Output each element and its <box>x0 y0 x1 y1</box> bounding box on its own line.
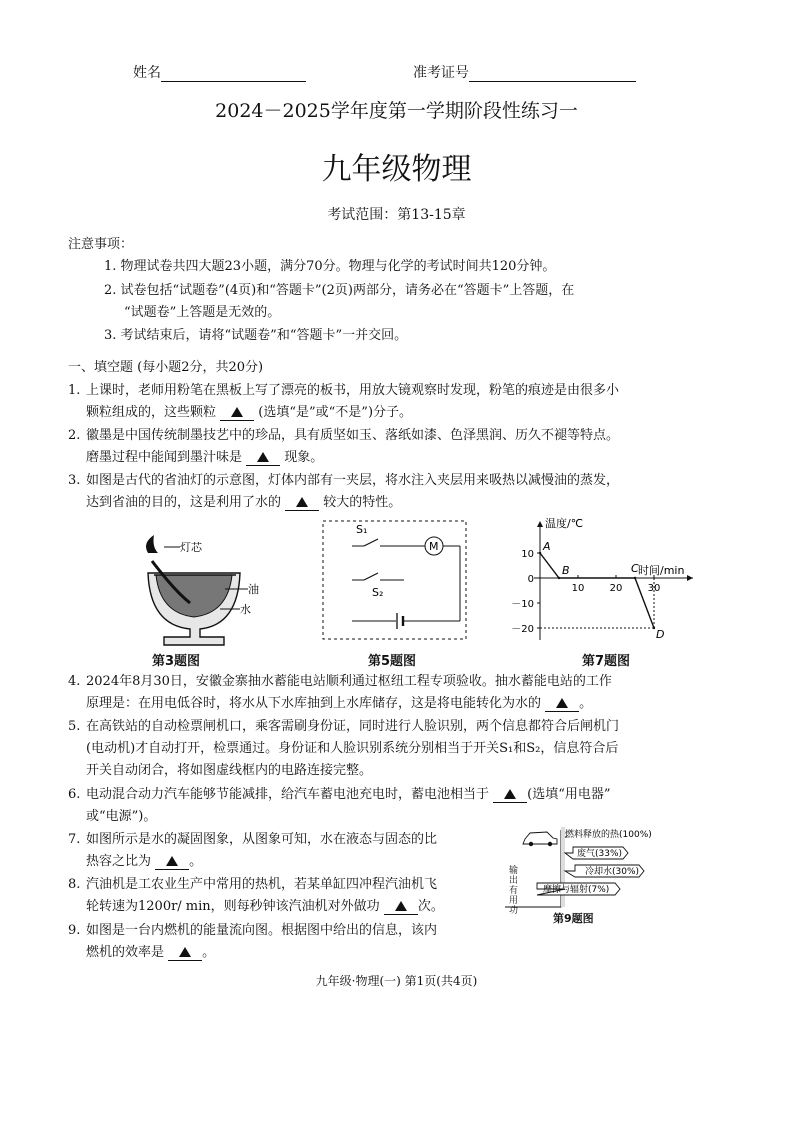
data-point <box>634 577 636 579</box>
q5-line1: 在高铁站的自动检票闸机口，乘客需刷身份证，同时进行人脸识别，两个信息都符合后闸机门 <box>86 719 620 734</box>
notes-heading: 注意事项： <box>68 237 134 252</box>
y-axis-label: 温度/℃ <box>545 517 584 530</box>
q9-line2a: 燃机的效率是 <box>86 945 165 960</box>
point-label: D <box>656 628 665 641</box>
q8-number: 8. <box>68 877 81 892</box>
q9-line2b: 。 <box>202 945 216 960</box>
q9-number: 9. <box>68 923 81 938</box>
q8-answer-blank[interactable] <box>384 899 418 915</box>
point-label: B <box>562 564 570 577</box>
question-4 <box>68 671 728 715</box>
s1-label: S₁ <box>356 523 368 536</box>
q6-number: 6. <box>68 787 81 802</box>
section-heading: 一、填空题 (每小题2分，共20分) <box>68 360 264 375</box>
q9-line1: 如图是一台内燃机的能量流向图。根据图中给出的信息，该内 <box>86 923 438 938</box>
q2-line2a: 磨墨过程中能闻到墨汁味是 <box>86 450 243 465</box>
note-2: 2. 试卷包括“试题卷”(4页)和“答题卡”(2页)两部分，请务必在“答题卡”上答题，在 <box>104 283 575 298</box>
name-field <box>133 62 306 82</box>
energy-flow-figure <box>505 825 705 925</box>
q7-answer-blank[interactable] <box>155 854 189 870</box>
note-1: 1. 物理试卷共四大题23小题，满分70分。物理与化学的考试时间共120分钟。 <box>104 259 556 274</box>
name-label: 姓名 <box>133 65 161 81</box>
figure-5-caption: 第5题图 <box>368 654 417 669</box>
question-3 <box>68 470 728 514</box>
q6-line2: 或“电源”)。 <box>86 809 157 824</box>
note-2-cont: “试题卷”上答题是无效的。 <box>124 305 281 320</box>
data-point <box>653 627 655 629</box>
x-tick-label: 30 <box>647 583 661 594</box>
y-axis-arrow-icon <box>537 521 543 527</box>
triangle-icon <box>504 789 516 799</box>
q1-line2a: 颗粒组成的，这些颗粒 <box>86 405 217 420</box>
loss-cooling-water: 冷却水(30%) <box>585 867 640 877</box>
q5-line2: (电动机)才自动打开，检票通过。身份证和人脸识别系统分别相当于开关S₁和S₂，信息符合后 <box>86 741 619 756</box>
data-point <box>539 552 541 554</box>
q6-answer-blank[interactable] <box>493 787 527 803</box>
q3-number: 3. <box>68 473 81 488</box>
q5-number: 5. <box>68 719 81 734</box>
page-footer: 九年级·物理(一) 第1页(共4页) <box>315 974 478 988</box>
triangle-icon <box>166 856 178 866</box>
y-tick-label: －10 <box>511 599 534 610</box>
q4-line1: 2024年8月30日，安徽金寨抽水蓄能电站顺利通过枢纽工程专项验收。抽水蓄能电站的工作 <box>86 674 612 689</box>
name-underline <box>161 67 306 82</box>
y-tick-label: 0 <box>527 574 534 585</box>
question-8 <box>68 874 508 918</box>
chart-plot <box>511 521 693 641</box>
oil-lamp-figure <box>120 525 270 647</box>
total-heat-label: 燃料释放的热(100%) <box>565 830 652 840</box>
wick-label: 灯芯 <box>180 541 202 554</box>
exam-title: 2024－2025学年度第一学期阶段性练习一 <box>215 100 578 122</box>
triangle-icon <box>395 901 407 911</box>
question-1 <box>68 380 728 424</box>
q9-answer-blank[interactable] <box>168 945 202 961</box>
x-tick-label: 20 <box>609 583 623 594</box>
solidification-chart <box>505 515 700 645</box>
exam-scope: 考试范围：第13-15章 <box>327 207 466 223</box>
q2-line1: 徽墨是中国传统制墨技艺中的珍品，具有质坚如玉、落纸如漆、色泽黑润、历久不褪等特点。 <box>86 428 620 443</box>
note-3: 3. 考试结束后，请将“试题卷”和“答题卡”一并交回。 <box>104 328 408 343</box>
water-label: 水 <box>240 603 251 616</box>
y-tick-label: －20 <box>511 624 534 635</box>
exam-id-underline <box>469 67 636 82</box>
question-7 <box>68 829 508 873</box>
y-tick-label: 10 <box>521 549 534 560</box>
q4-line2a: 原理是：在用电低谷时，将水从下水库抽到上水库储存，这是将电能转化为水的 <box>86 696 542 711</box>
subject-title: 九年级物理 <box>321 152 472 187</box>
q6-line1a: 电动混合动力汽车能够节能减排，给汽车蓄电池充电时，蓄电池相当于 <box>86 787 490 802</box>
car-icon <box>523 832 557 844</box>
q3-line2a: 达到省油的目的，这是利用了水的 <box>86 495 282 510</box>
question-9 <box>68 920 508 964</box>
q3-line2b: 较大的特性。 <box>323 495 402 510</box>
point-label: A <box>543 540 551 553</box>
q2-line2b: 现象。 <box>284 450 324 465</box>
data-point <box>558 577 560 579</box>
loss-exhaust: 废气(33%) <box>577 849 623 859</box>
q7-line2b: 。 <box>189 854 203 869</box>
x-axis-label: 时间/min <box>638 564 685 577</box>
q1-answer-blank[interactable] <box>220 405 254 421</box>
q7-line1: 如图所示是水的凝固图象，从图象可知，水在液态与固态的比 <box>86 832 438 847</box>
x-axis-arrow-icon <box>687 575 693 581</box>
motor-label: M <box>429 540 439 553</box>
q4-answer-blank[interactable] <box>545 696 579 712</box>
q7-line2a: 热容之比为 <box>86 854 152 869</box>
useful-work-label: 输出有用功 <box>509 866 519 916</box>
triangle-icon <box>257 452 269 462</box>
x-tick-label: 10 <box>571 583 585 594</box>
figure-7-caption: 第7题图 <box>582 654 631 669</box>
q3-line1: 如图是古代的省油灯的示意图，灯体内部有一夹层，将水注入夹层用来吸热以减慢油的蒸发， <box>86 473 620 488</box>
figure-3-caption: 第3题图 <box>152 654 201 669</box>
q5-line3: 开关自动闭合，将如图虚线框内的电路连接完整。 <box>86 763 373 778</box>
q2-answer-blank[interactable] <box>246 450 280 466</box>
triangle-icon <box>179 947 191 957</box>
q1-line1: 上课时，老师用粉笔在黑板上写了漂亮的板书，用放大镜观察时发现，粉笔的痕迹是由很多小 <box>86 383 620 398</box>
oil-label: 油 <box>248 583 259 596</box>
q1-line2b: (选填“是”或“不是”)分子。 <box>258 405 413 420</box>
triangle-icon <box>296 497 308 507</box>
s2-label: S₂ <box>372 586 384 599</box>
exam-id-label: 准考证号 <box>413 65 469 81</box>
question-2 <box>68 425 728 469</box>
loss-friction-radiation: 摩擦与辐射(7%) <box>543 885 610 895</box>
q4-number: 4. <box>68 674 81 689</box>
q8-line2a: 轮转速为1200r/ min，则每秒钟该汽油机对外做功 <box>86 899 380 914</box>
q7-number: 7. <box>68 832 81 847</box>
question-6 <box>68 784 728 828</box>
figure-9-caption: 第9题图 <box>553 912 594 925</box>
q3-answer-blank[interactable] <box>285 495 319 511</box>
triangle-icon <box>556 698 568 708</box>
q1-number: 1. <box>68 383 81 398</box>
point-label: C <box>631 562 639 575</box>
question-5 <box>68 716 728 782</box>
q2-number: 2. <box>68 428 81 443</box>
exam-id-field <box>413 62 636 82</box>
q4-line2b: 。 <box>579 696 593 711</box>
q8-line1: 汽油机是工农业生产中常用的热机，若某单缸四冲程汽油机飞 <box>86 877 438 892</box>
circuit-figure <box>322 520 467 640</box>
q6-line1b: (选填“用电器” <box>527 787 611 802</box>
q8-line2b: 次。 <box>417 899 444 914</box>
triangle-icon <box>231 407 243 417</box>
